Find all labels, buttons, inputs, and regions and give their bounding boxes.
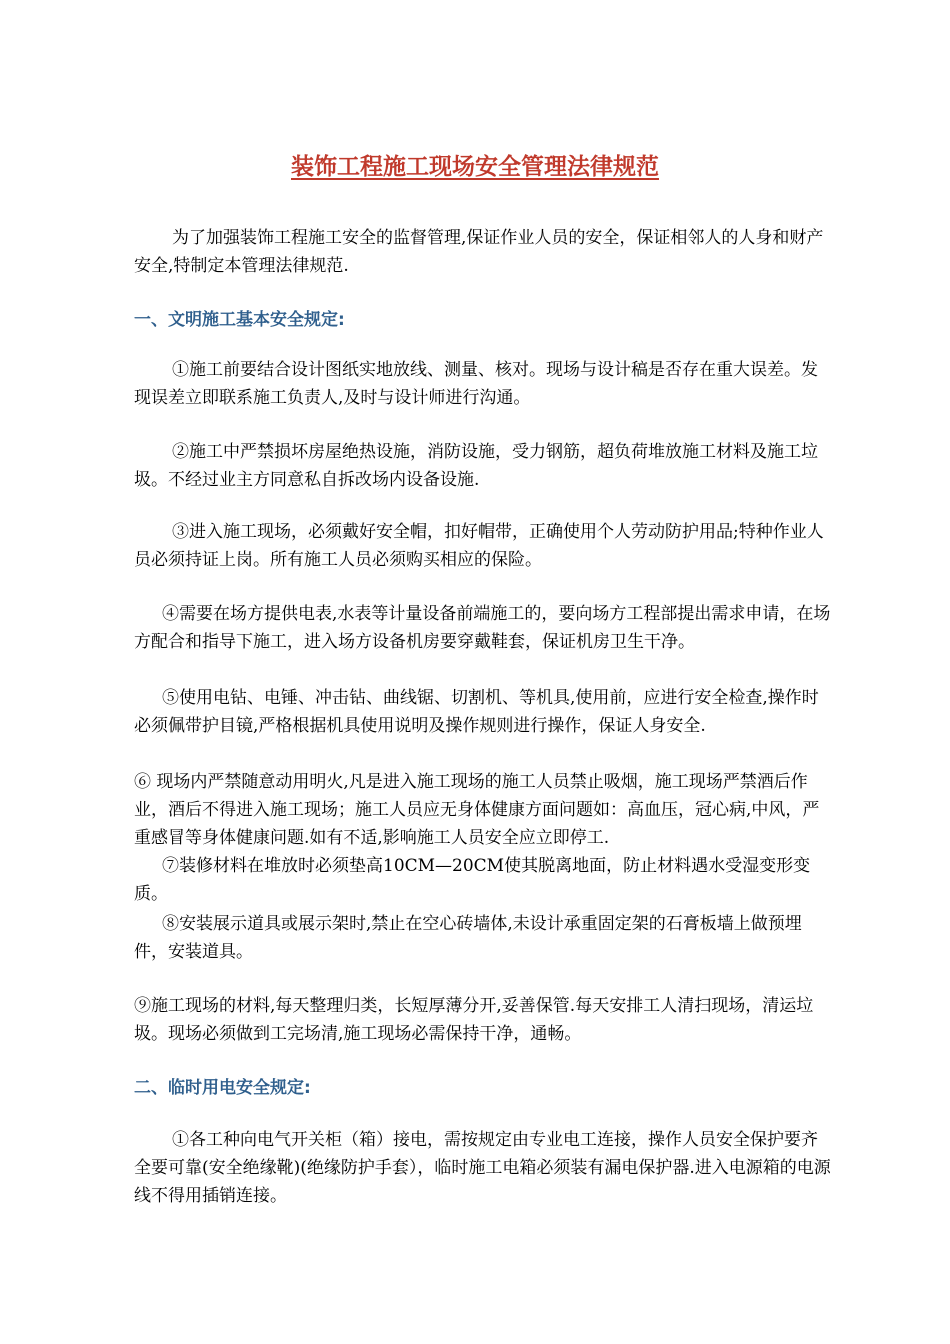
section-1-item-2-text: ②施工中严禁损坏房屋绝热设施，消防设施，受力钢筋，超负荷堆放施工材料及施工垃圾。不经过业主方同意私自拆改场内设备设施. (134, 442, 818, 490)
section-1-item-8-text: ⑧安装展示道具或展示架时,禁止在空心砖墙体,未设计承重固定架的石膏板墙上做预埋件，安装道具。 (134, 914, 802, 962)
section-1-item-3 (134, 518, 834, 574)
section-2-heading: 二、临时用电安全规定: (134, 1078, 311, 1098)
section-1-item-1 (134, 356, 834, 412)
section-1-item-9 (134, 992, 834, 1048)
section-1-item-2 (134, 438, 834, 494)
section-1-item-1-text: ①施工前要结合设计图纸实地放线、测量、核对。现场与设计稿是否存在重大误差。发现误差立即联系施工负责人,及时与设计师进行沟通。 (134, 360, 818, 408)
section-1-item-4 (134, 600, 834, 656)
section-1-item-7 (134, 852, 834, 908)
section-1-item-6-text: ⑥ 现场内严禁随意动用明火,凡是进入施工现场的施工人员禁止吸烟，施工现场严禁酒后作业，酒后不得进入施工现场；施工人员应无身体健康方面问题如：高血压，冠心病,中风，严重感冒等身体健康问题.如有不适,影响施工人员安全应立即停工. (134, 772, 820, 848)
section-1-item-3-text: ③进入施工现场，必须戴好安全帽，扣好帽带，正确使用个人劳动防护用品;特种作业人员必须持证上岗。所有施工人员必须购买相应的保险。 (134, 522, 824, 570)
section-1-heading: 一、文明施工基本安全规定: (134, 310, 345, 330)
section-1-item-5 (134, 684, 834, 740)
section-1-item-8 (134, 910, 834, 966)
section-2-item-1-text: ①各工种向电气开关柜（箱）接电，需按规定由专业电工连接，操作人员安全保护要齐全要可靠(安全绝缘靴)(绝缘防护手套），临时施工电箱必须装有漏电保护器.进入电源箱的电源线不得用插销连接。 (134, 1130, 831, 1206)
intro-paragraph (134, 224, 834, 280)
document-title (0, 150, 950, 184)
section-1-item-7-text: ⑦装修材料在堆放时必须垫高10CM—20CM使其脱离地面，防止材料遇水受湿变形变质。 (134, 856, 811, 904)
intro-text: 为了加强装饰工程施工安全的监督管理,保证作业人员的安全，保证相邻人的人身和财产安全,特制定本管理法律规范. (134, 228, 824, 276)
section-2-item-1 (134, 1126, 834, 1210)
section-1-item-6 (134, 768, 834, 852)
section-1-item-4-text: ④需要在场方提供电表,水表等计量设备前端施工的，要向场方工程部提出需求申请，在场方配合和指导下施工，进入场方设备机房要穿戴鞋套，保证机房卫生干净。 (134, 604, 831, 652)
section-1-item-5-text: ⑤使用电钻、电锤、冲击钻、曲线锯、切割机、等机具,使用前，应进行安全检查,操作时必须佩带护目镜,严格根据机具使用说明及操作规则进行操作，保证人身安全. (134, 688, 819, 736)
document-title-text: 装饰工程施工现场安全管理法律规范 (291, 154, 659, 180)
section-1-item-9-text: ⑨施工现场的材料,每天整理归类，长短厚薄分开,妥善保管.每天安排工人清扫现场，清运垃圾。现场必须做到工完场清,施工现场必需保持干净，通畅。 (134, 996, 814, 1044)
